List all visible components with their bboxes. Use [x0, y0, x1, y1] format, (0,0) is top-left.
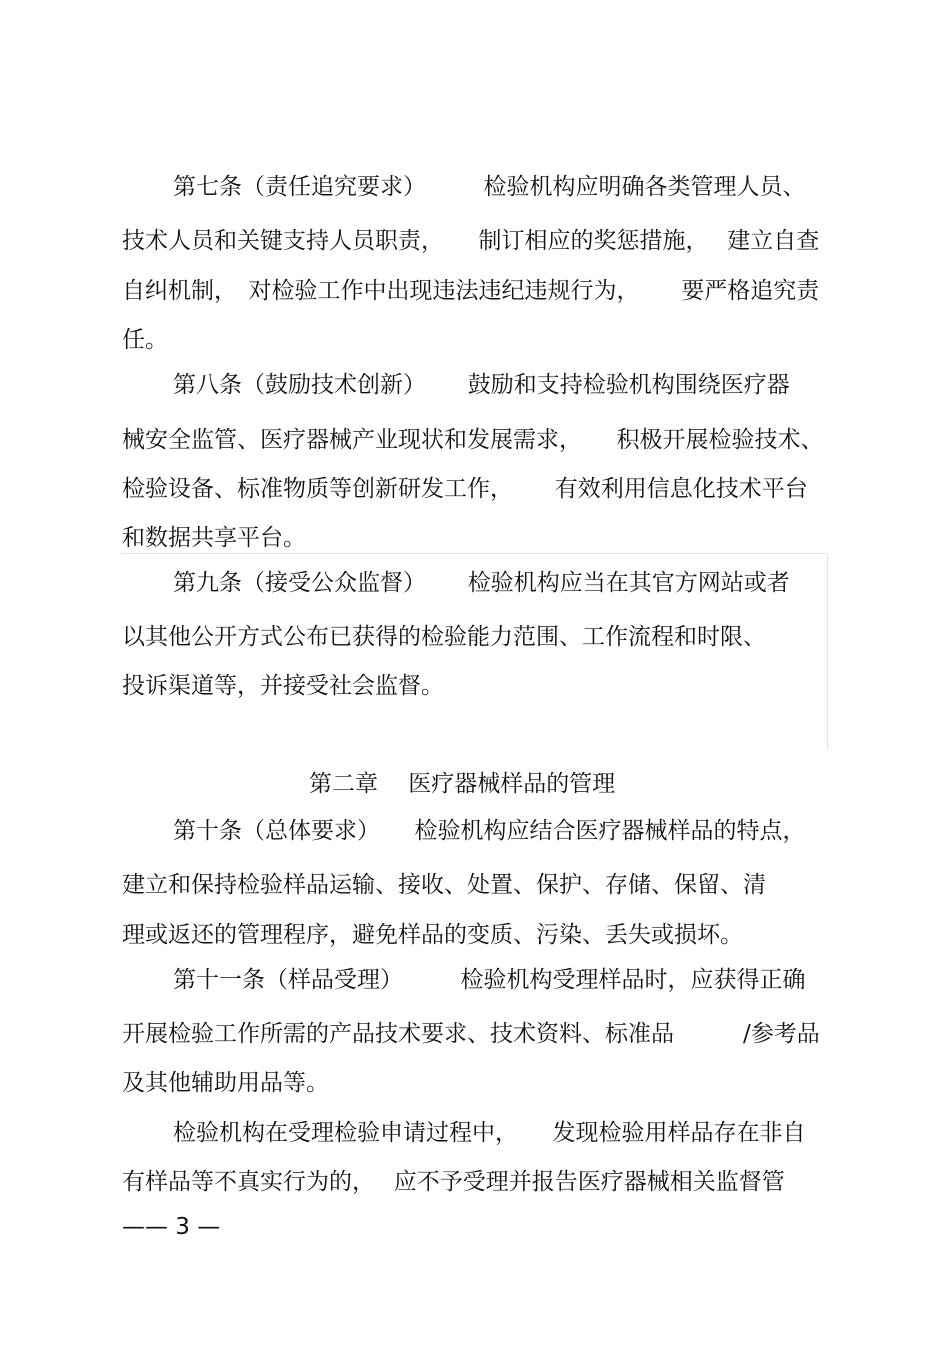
article-10-line-3: 理或返还的管理程序，避免样品的变质、污染、丢失或损坏。 — [122, 922, 743, 948]
article-8-line-2: 械安全监管、医疗器械产业现状和发展需求， 积极开展检验技术、 — [122, 427, 824, 453]
article-8-line-3: 检验设备、标准物质等创新研发工作， 有效利用信息化技术平台 — [122, 476, 808, 502]
article-10-line-2: 建立和保持检验样品运输、接收、处置、保护、存储、保留、清 — [122, 872, 766, 898]
article-7-line-1: 第七条（责任追究要求） 检验机构应明确各类管理人员、 — [173, 174, 806, 200]
article-11-para-2-line-2: 有样品等不真实行为的， 应不予受理并报告医疗器械相关监督管 — [122, 1169, 785, 1195]
article-9-line-2: 以其他公开方式公布已获得的检验能力范围、工作流程和时限、 — [122, 624, 766, 650]
article-10-line-1: 第十条（总体要求） 检验机构应结合医疗器械样品的特点， — [173, 818, 806, 844]
article-11-line-1: 第十一条（样品受理） 检验机构受理样品时，应获得正确 — [173, 967, 806, 993]
article-7-line-4: 任。 — [122, 327, 168, 353]
article-11-line-3: 及其他辅助用品等。 — [122, 1070, 329, 1096]
article-7-line-2: 技术人员和关键支持人员职责， 制订相应的奖惩措施， 建立自查 — [122, 228, 820, 254]
article-9-line-3: 投诉渠道等，并接受社会监督。 — [122, 673, 444, 699]
article-7-line-3: 自纠机制， 对检验工作中出现违法违纪违规行为， 要严格追究责 — [122, 278, 820, 304]
article-11-line-2: 开展检验工作所需的产品技术要求、技术资料、标准品 /参考品 — [122, 1021, 820, 1047]
article-8-line-4: 和数据共享平台。 — [122, 525, 306, 551]
article-11-para-2-line-1: 检验机构在受理检验申请过程中， 发现检验用样品存在非自 — [173, 1120, 806, 1146]
chapter-2-heading: 第二章 医疗器械样品的管理 — [309, 771, 616, 797]
page-number: —— 3 — — [122, 1214, 221, 1240]
article-8-line-1: 第八条（鼓励技术创新） 鼓励和支持检验机构围绕医疗器 — [173, 372, 790, 398]
article-9-line-1: 第九条（接受公众监督） 检验机构应当在其官方网站或者 — [173, 570, 790, 596]
